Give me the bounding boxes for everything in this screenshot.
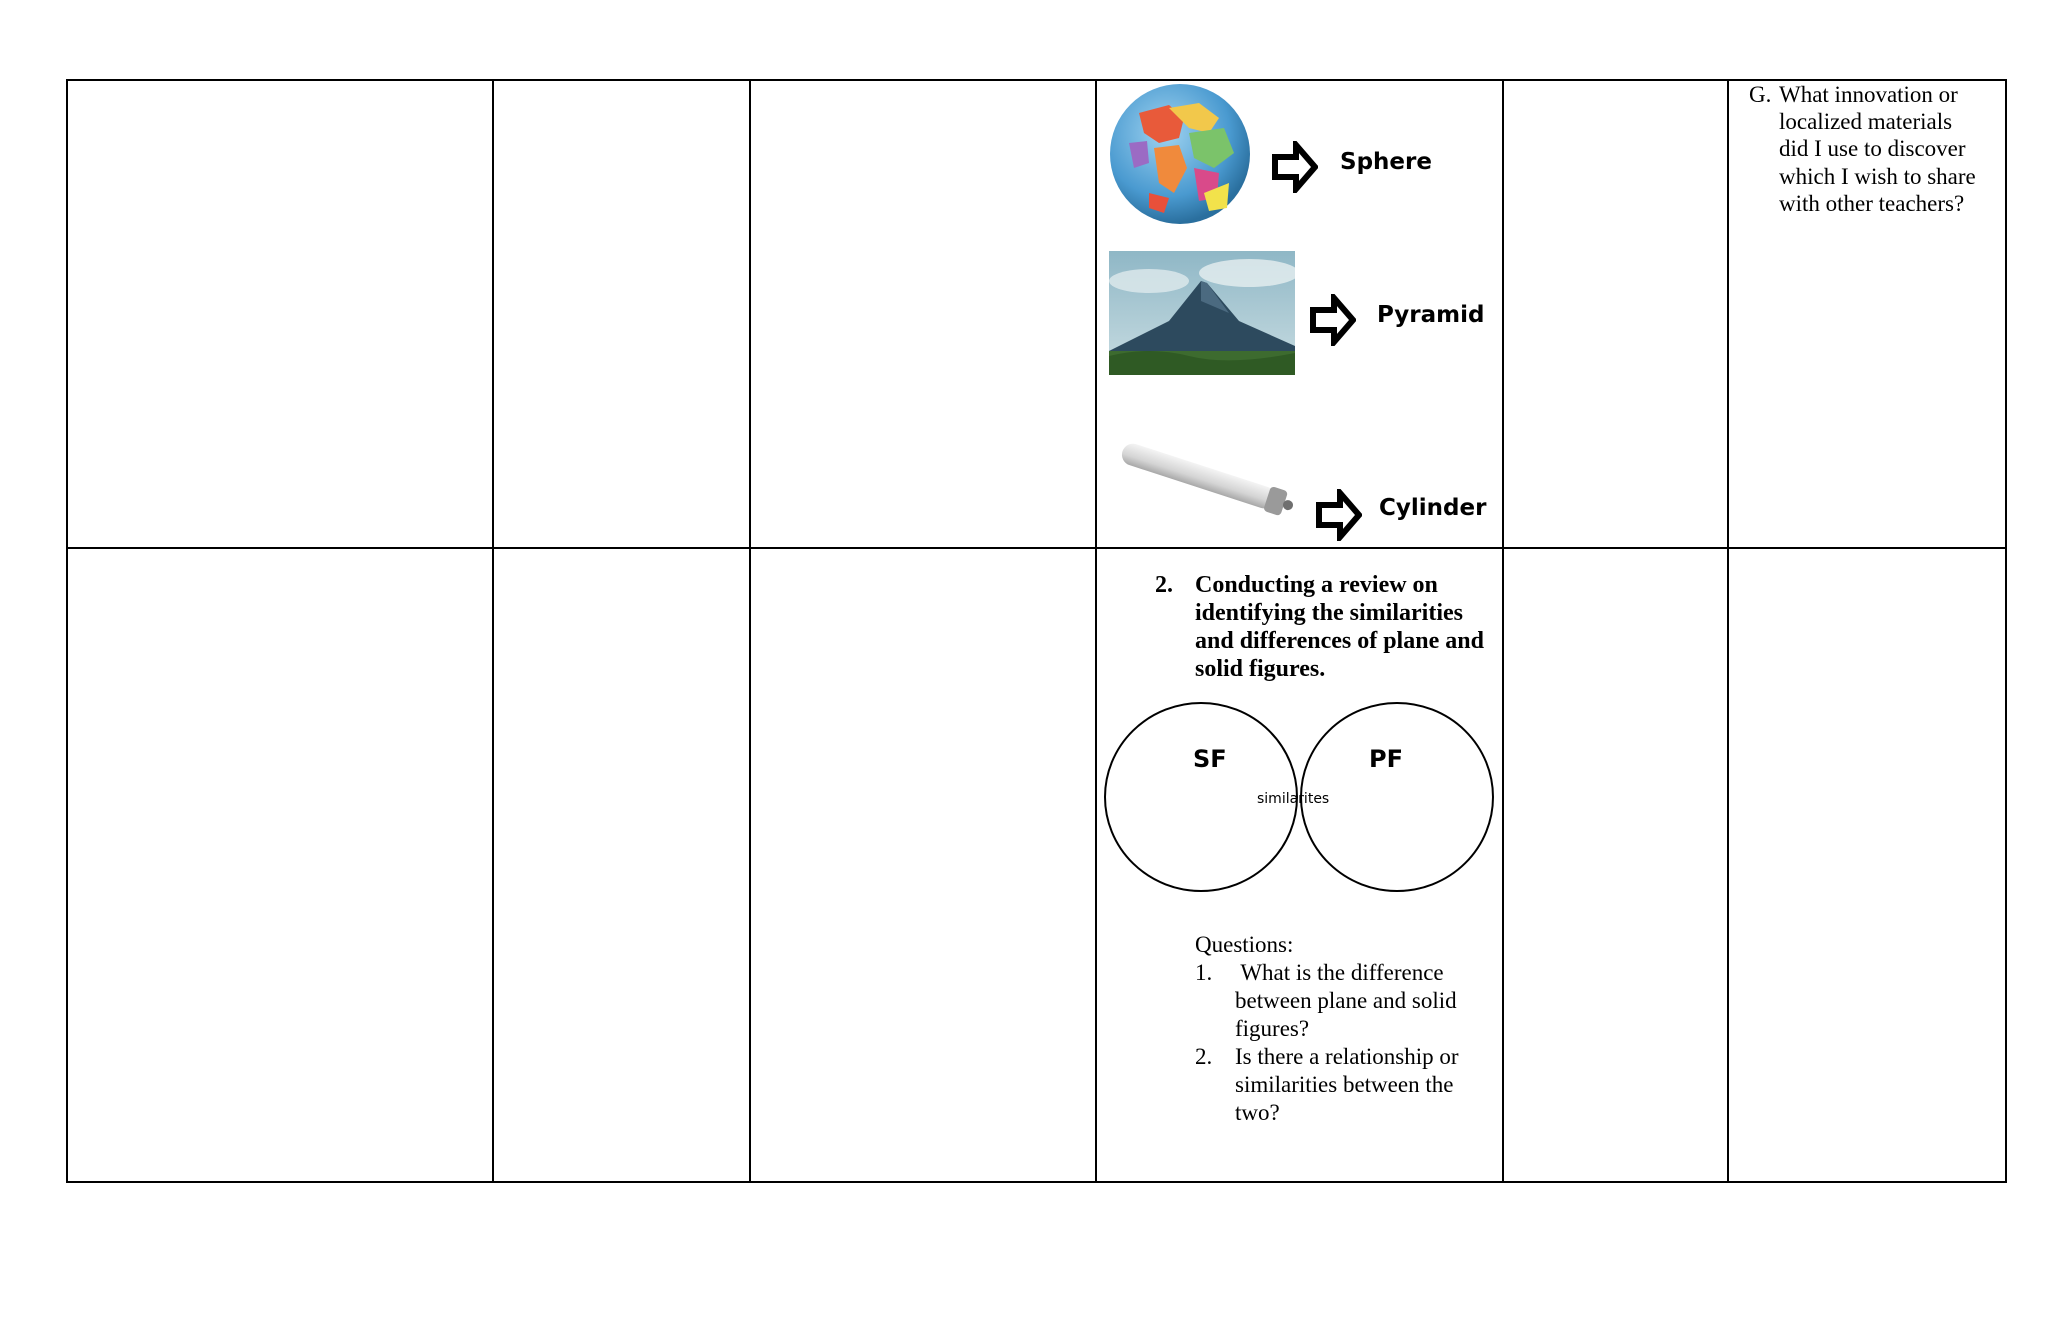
column-divider [1502, 81, 1504, 1181]
question-line: What is the difference [1235, 960, 1444, 985]
question-number: 1. [1195, 960, 1213, 985]
row-divider [68, 547, 2005, 549]
reflection-line: did I use to discover [1779, 136, 1966, 161]
question-line: Is there a relationship or [1235, 1044, 1459, 1069]
right-arrow-icon [1310, 294, 1356, 346]
reflection-line: localized materials [1779, 109, 1953, 134]
fluorescent-tube-image [1109, 439, 1299, 525]
question-number: 2. [1195, 1044, 1213, 1069]
review-title-line: and differences of plane and [1195, 628, 1484, 654]
mountain-image [1109, 251, 1295, 375]
venn-label-similarities: similarites [1257, 791, 1330, 807]
venn-circle-pf [1301, 703, 1493, 891]
question-line: two? [1235, 1100, 1280, 1125]
question-line: between plane and solid [1235, 988, 1457, 1013]
right-arrow-icon [1272, 141, 1318, 193]
venn-label-pf: PF [1369, 745, 1403, 773]
question-line: figures? [1235, 1016, 1310, 1041]
lesson-plan-table [66, 79, 2007, 1183]
reflection-line: which I wish to share [1779, 164, 1976, 189]
review-cell [1097, 549, 1502, 1183]
reflection-line: What innovation or [1779, 82, 1958, 107]
reflection-cell [1729, 81, 2007, 547]
reflection-letter: G. [1749, 82, 1772, 107]
review-title-line: identifying the similarities [1195, 600, 1463, 626]
shape-label-sphere: Sphere [1340, 149, 1432, 175]
shapes-cell [1097, 81, 1502, 547]
question-line: similarities between the [1235, 1072, 1454, 1097]
shape-label-cylinder: Cylinder [1379, 495, 1487, 521]
globe-image [1109, 83, 1251, 225]
venn-label-sf: SF [1193, 745, 1227, 773]
review-title-line: solid figures. [1195, 656, 1326, 682]
right-arrow-icon [1316, 489, 1362, 541]
reflection-line: with other teachers? [1779, 191, 1965, 216]
review-title-line: Conducting a review on [1195, 572, 1438, 598]
column-divider [749, 81, 751, 1181]
review-number: 2. [1155, 572, 1173, 598]
questions-heading: Questions: [1195, 932, 1294, 957]
column-divider [492, 81, 494, 1181]
shape-label-pyramid: Pyramid [1377, 302, 1485, 328]
